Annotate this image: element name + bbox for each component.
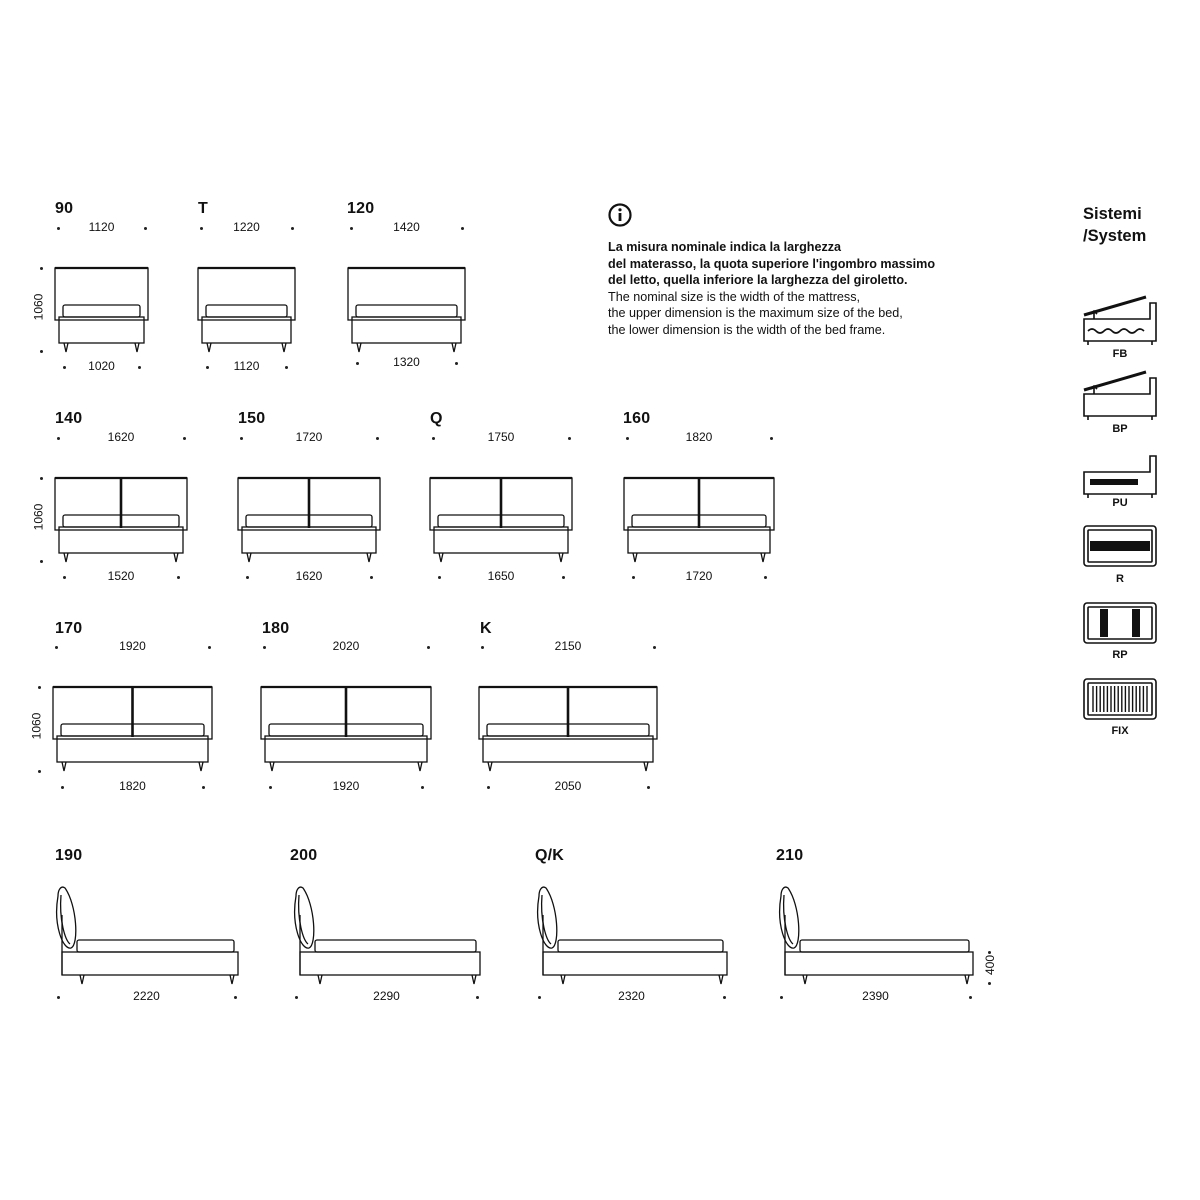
height-dimension: 1060 [31, 503, 46, 531]
system-code-label: PU [1112, 497, 1128, 509]
bottom-dimension: 2050 [554, 779, 582, 793]
bottom-dimension: 1820 [119, 779, 146, 793]
info-it-line-2: del materasso, la quota superiore l'ingombro massimo [608, 256, 936, 271]
top-dimension: 2150 [554, 639, 582, 653]
bottom-dimension: 1120 [233, 359, 260, 373]
system-code-label: BP [1112, 423, 1128, 435]
side-size-label: 190 [55, 847, 83, 864]
info-note [608, 203, 988, 338]
system-code-label: FIX [1111, 725, 1129, 737]
front-size-label: 170 [55, 620, 83, 637]
bottom-dimension: 1320 [393, 355, 420, 369]
height-dimension: 400 [983, 954, 998, 976]
bottom-dimension: 1520 [107, 569, 135, 583]
bottom-dimension: 1650 [487, 569, 515, 583]
system-code-label: R [1116, 573, 1124, 585]
side-size-label: Q/K [535, 847, 565, 864]
front-size-label: 160 [623, 410, 651, 427]
top-dimension: 1420 [393, 220, 420, 234]
system-code-label: FB [1112, 348, 1128, 360]
top-dimension: 1920 [119, 639, 146, 653]
info-en-line-3: the lower dimension is the width of the bed frame. [608, 322, 886, 337]
side-size-label: 210 [776, 847, 804, 864]
top-dimension: 1620 [107, 430, 135, 444]
top-dimension: 1220 [233, 220, 260, 234]
side-size-label: 200 [290, 847, 318, 864]
height-dimension: 1060 [31, 293, 46, 321]
info-it-line-3: del letto, quella inferiore la larghezza del giroletto. [608, 273, 908, 287]
length-dimension: 2390 [862, 989, 889, 1003]
height-dimension: 1060 [29, 712, 44, 740]
bottom-dimension: 1620 [295, 569, 323, 583]
front-size-label: 140 [55, 410, 83, 427]
info-it-line-1: La misura nominale indica la larghezza [608, 240, 842, 254]
top-dimension: 1120 [88, 220, 115, 234]
front-size-label: 120 [347, 200, 375, 217]
bottom-dimension: 1020 [88, 359, 115, 373]
top-dimension: 1750 [487, 430, 515, 444]
systems-title [1083, 203, 1146, 247]
front-size-label: 150 [238, 410, 266, 427]
front-size-label: Q [430, 410, 443, 427]
length-dimension: 2320 [618, 989, 645, 1003]
info-en-line-1: The nominal size is the width of the mattress, [608, 289, 860, 304]
info-en-line-2: the upper dimension is the maximum size of the bed, [608, 306, 903, 320]
systems-title-line-2: /System [1083, 227, 1147, 245]
front-size-label: 180 [262, 620, 290, 637]
front-size-label: 90 [55, 200, 74, 217]
system-code-label: RP [1112, 649, 1128, 661]
info-icon [608, 203, 632, 227]
top-dimension: 1820 [685, 430, 713, 444]
top-dimension: 2020 [332, 639, 360, 653]
length-dimension: 2220 [133, 989, 160, 1003]
bottom-dimension: 1720 [685, 569, 713, 583]
top-dimension: 1720 [295, 430, 323, 444]
bottom-dimension: 1920 [332, 779, 360, 793]
systems-title-line-1: Sistemi [1083, 205, 1142, 223]
front-size-label: T [198, 200, 208, 217]
front-size-label: K [480, 620, 492, 637]
length-dimension: 2290 [373, 989, 400, 1003]
